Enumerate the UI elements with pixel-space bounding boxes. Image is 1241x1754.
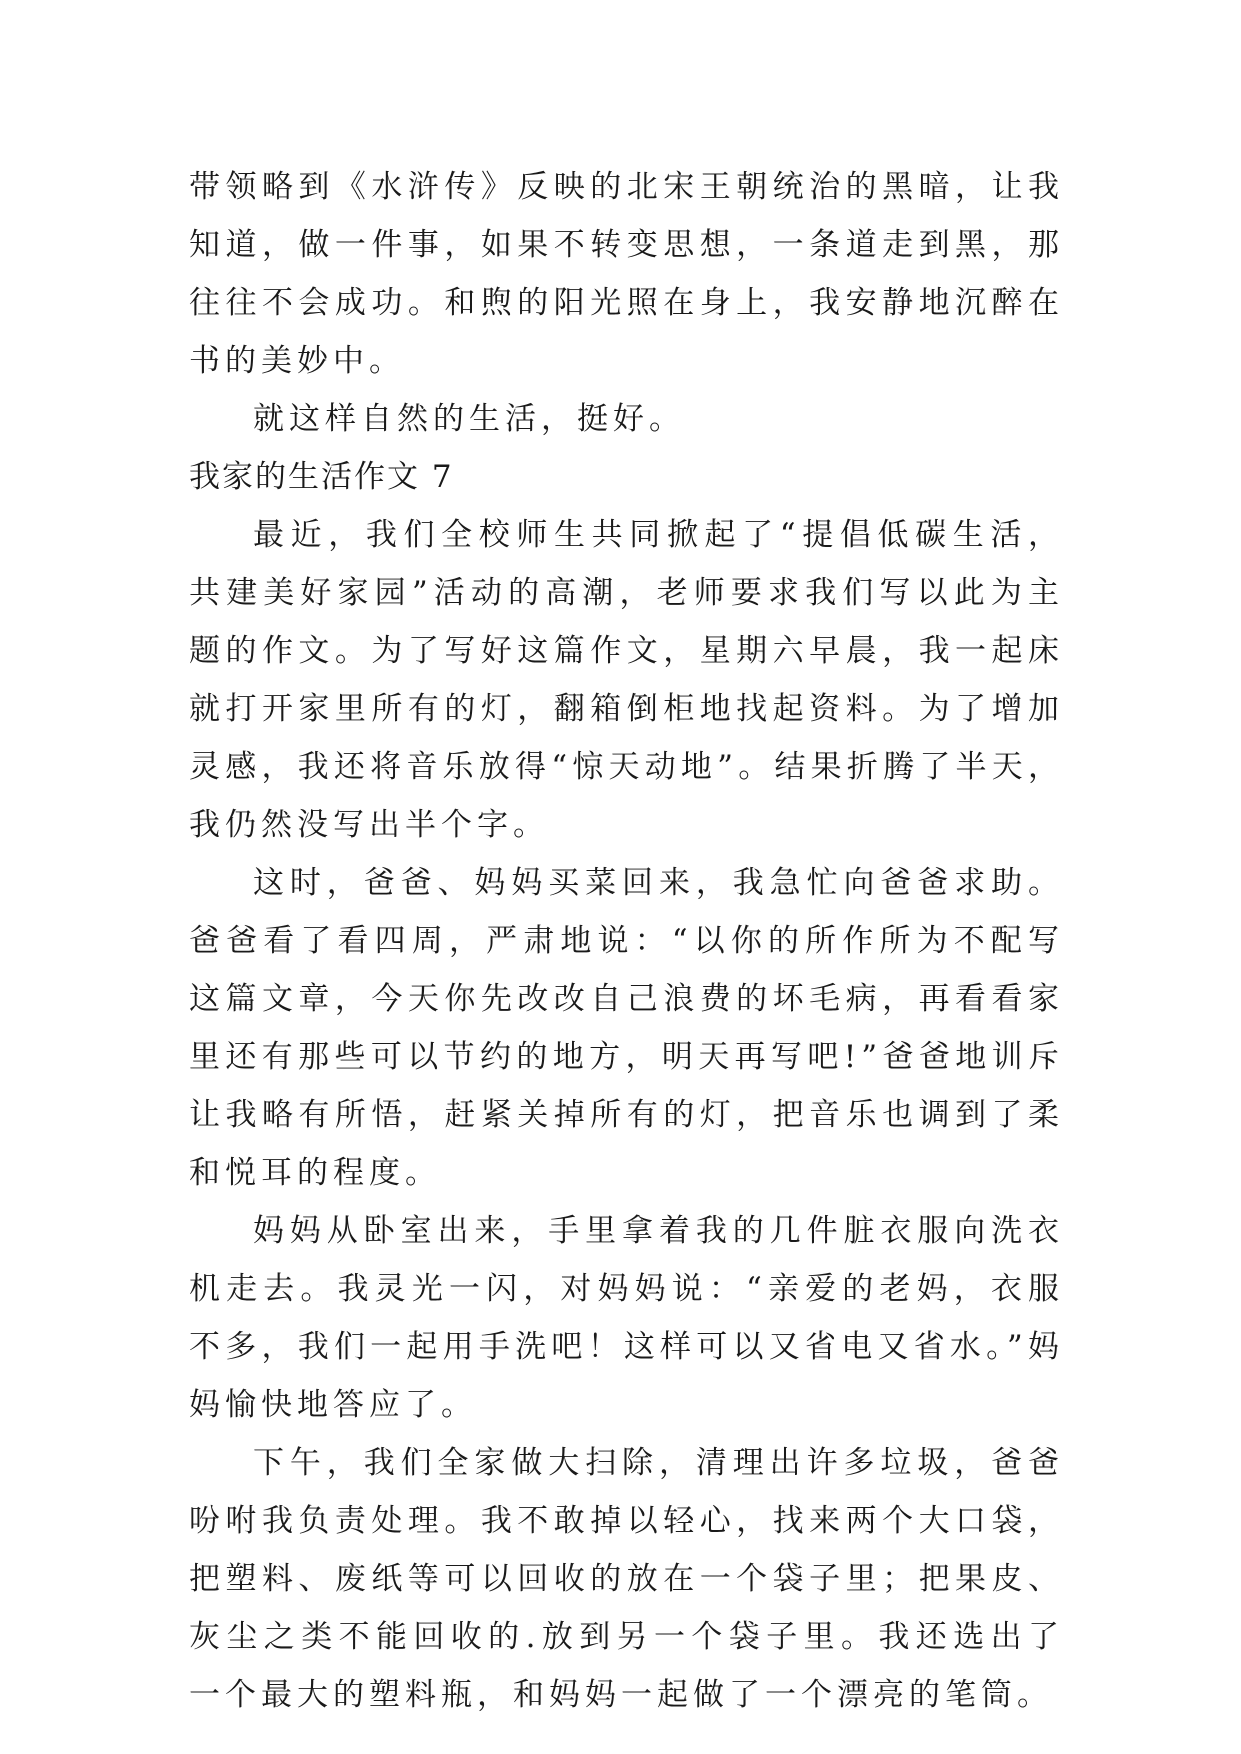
section-title: 我家的生活作文 7 [189,459,454,495]
opening-paragraph: 带领略到《水浒传》反映的北宋王朝统治的黑暗，让我知道，做一件事，如果不转变思想，一条道走到黑，那往往不会成功。和煦的阳光照在身上，我安静地沉醉在书的美妙中。 [189,169,1064,379]
paragraph: 最近，我们全校师生共同掀起了“提倡低碳生活，共建美好家园”活动的高潮，老师要求我们写以此为主题的作文。为了写好这篇作文，星期六早晨，我一起床就打开家里所有的灯，翻箱倒柜地找起资料。为了增加灵感，我还将音乐放得“惊天动地”。结果折腾了半天，我仍然没写出半个字。 [189,517,1064,843]
closing-line: 就这样自然的生活，挺好。 [253,401,685,437]
paragraph: 这时，爸爸、妈妈买菜回来，我急忙向爸爸求助。爸爸看了看四周，严肃地说：“以你的所作所为不配写这篇文章，今天你先改改自己浪费的坏毛病，再看看家里还有那些可以节约的地方，明天再写吧!”爸爸地训斥让我略有所悟，赶紧关掉所有的灯，把音乐也调到了柔和悦耳的程度。 [189,865,1064,1191]
paragraph: 下午，我们全家做大扫除，清理出许多垃圾，爸爸吩咐我负责处理。我不敢掉以轻心，找来两个大口袋，把塑料、废纸等可以回收的放在一个袋子里；把果皮、灰尘之类不能回收的.放到另一个袋子里。我还选出了一个最大的塑料瓶，和妈妈一起做了一个漂亮的笔筒。 [189,1445,1064,1713]
paragraph: 妈妈从卧室出来，手里拿着我的几件脏衣服向洗衣机走去。我灵光一闪，对妈妈说：“亲爱的老妈，衣服不多，我们一起用手洗吧！这样可以又省电又省水。”妈妈愉快地答应了。 [189,1213,1064,1423]
document-body [189,158,1064,1724]
